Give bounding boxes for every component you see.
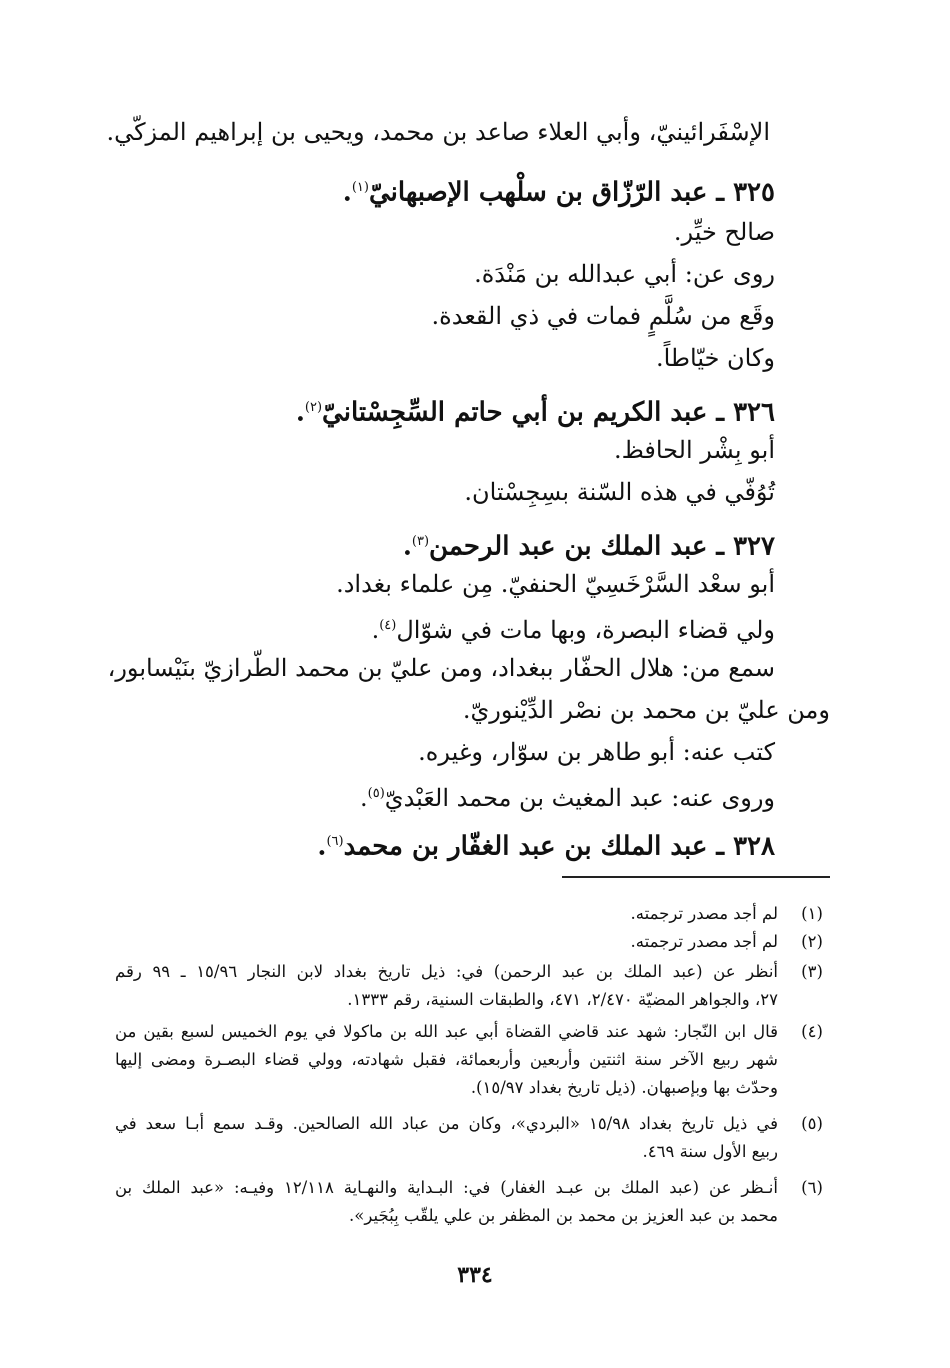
entry-heading-327: ٣٢٧ ـ عبد الملك بن عبد الرحمن$^{(٣)}$. [402, 531, 775, 562]
footnote-line: قال ابن النّجار: شهد عند قاضي القضاة أبي عبد الله بن ماكولا في يوم الخميس لسبع بقين من [115, 1022, 778, 1041]
footnote-ref: (٦) [326, 834, 344, 849]
footnote-line: لم أجد مصدر ترجمته. [630, 904, 778, 923]
footnote-ref: (١) [351, 180, 369, 195]
footnote-2 [115, 928, 830, 956]
text-line: كتب عنه: أبو طاهر بن سوّار، وغيره. [418, 738, 775, 766]
page-number: ٣٣٤ [457, 1262, 493, 1288]
text-line: وروى عنه: عبد المغيث بن محمد العَبْديّ$^{(٥)}$. [360, 784, 775, 812]
footnote-line: وحدّث بها وبإصبهان. (ذيل تاريخ بغداد ١٥/٩٧). [470, 1078, 778, 1097]
footnote-line: ربيع الأول سنة ٤٦٩. [642, 1142, 778, 1161]
footnote-3 [115, 958, 830, 1014]
footnote-1 [115, 900, 830, 928]
text-line: ولي قضاء البصرة، وبها مات في شوّال$^{(٤)}$. [371, 616, 775, 644]
text-line: سمع من: هلال الحفّار ببغداد، ومن عليّ بن محمد الطّرازيّ بنَيْسابور، [107, 654, 775, 682]
text-line: وقَع من سُلَّمٍ فمات في ذي القعدة. [431, 302, 775, 330]
footnote-number: (٤) [801, 1022, 823, 1041]
text-line: وكان خيّاطاً. [655, 344, 775, 372]
footnote-5 [115, 1110, 830, 1166]
footnote-line: لم أجد مصدر ترجمته. [630, 932, 778, 951]
footnote-line: شهر ربيع الآخر سنة اثنتين وأربعين وأربعمائة، فقبل شهادته، وولي قضاء البصـرة ومضى إليها [115, 1050, 778, 1069]
footnote-number: (٦) [801, 1178, 823, 1197]
footnote-ref: (٢) [304, 400, 323, 415]
footnote-number: (٣) [801, 962, 823, 981]
footnote-6 [115, 1174, 830, 1230]
footnote-ref: (٣) [411, 534, 430, 549]
footnote-line: في ذيل تاريخ بغداد ١٥/٩٨ «البردي»، وكان من عباد الله الصالحين. وقـد سمع أبـا سعد في [115, 1114, 779, 1133]
text-line: الإسْفَرائينيّ، وأبي العلاء صاعد بن محمد، ويحيى بن إبراهيم المزكّي. [106, 118, 770, 146]
footnote-ref: (٥) [367, 786, 385, 801]
text-line: روى عن: أبي عبدالله بن مَنْدَة. [474, 260, 775, 288]
entry-heading-325: ٣٢٥ ـ عبد الرّزّاق بن سلْهب الإصبهانيّ$^{(١)}$. [342, 177, 775, 208]
footnote-divider [562, 876, 830, 878]
footnote-line: ٢٧، والجواهر المضيّة ٢/٤٧٠، ٤٧١، والطبقات السنية، رقم ١٣٣٣. [347, 990, 778, 1009]
footnote-line: محمد بن عبد العزيز بن محمد بن المظفر بن علي يلقّب بِبُجَير». [349, 1206, 778, 1225]
entry-heading-328: ٣٢٨ ـ عبد الملك بن عبد الغفّار بن محمد$^{(٦)}$. [317, 831, 775, 862]
text-line: أبو بِشْر الحافظ. [613, 436, 775, 464]
footnote-4 [115, 1018, 830, 1102]
footnote-number: (٥) [801, 1114, 823, 1133]
text-line: أبو سعْد السَّرْخَسِيّ الحنفيّ. مِن علماء بغداد. [336, 570, 775, 598]
footnote-line: أنـظر عن (عبد الملك بن عبـد الغفار) في: البـداية والنهـاية ١٢/١١٨ وفيـه: «عبد الملك بن [115, 1178, 778, 1197]
footnote-number: (٢) [801, 932, 823, 951]
text-line: تُوُفّي في هذه السّنة بسِجِسْتان. [464, 478, 775, 506]
footnote-ref: (٤) [379, 618, 397, 633]
footnote-number: (١) [801, 904, 823, 923]
entry-heading-326: ٣٢٦ ـ عبد الكريم بن أبي حاتم السِّجِسْتانيّ$^{(٢)}$. [295, 397, 775, 428]
footnote-line: أنظر عن (عبد الملك بن عبد الرحمن) في: ذيل تاريخ بغداد لابن النجار ١٥/٩٦ ـ ٩٩ رقم [115, 962, 778, 981]
text-line: صالح خيِّر. [673, 218, 775, 246]
text-line: ومن عليّ بن محمد بن نصْر الدِّيْنوريّ. [462, 696, 830, 724]
